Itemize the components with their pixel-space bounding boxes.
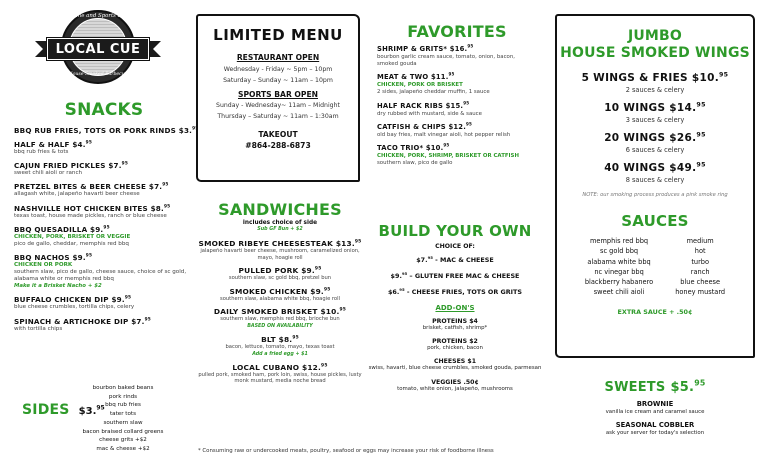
menu-item	[196, 307, 364, 330]
side-item: bbq rub fries	[105, 402, 141, 409]
wing-description: 3 sauces & celery	[625, 116, 685, 124]
favorites-list	[377, 45, 537, 167]
item-description: bacon, lettuce, tomato, mayo, texas toast	[225, 343, 335, 350]
logo-top-text: Game and Sports Bar	[68, 13, 128, 19]
sweets-list	[555, 400, 755, 436]
side-item: pork rinds	[108, 393, 138, 400]
wing-name: 10 WINGS $14.95	[604, 101, 706, 114]
menu-item	[14, 126, 199, 135]
menu-item	[196, 266, 364, 282]
dessert-item	[555, 421, 755, 436]
side-item: southern slaw	[103, 419, 143, 426]
price: $8.95	[278, 334, 299, 344]
takeout-phone[interactable]: #864-288-6873	[245, 141, 311, 150]
addon-description: pork, chicken, bacon	[427, 345, 483, 352]
logo-bottom-text: House-Smoked Barbecue	[68, 72, 128, 77]
item-description: southern slaw, pico de gallo, cheese sauce, choice of sc gold, alabama white or memphis red bbq	[14, 269, 187, 283]
item-description: 2 sides, jalapeño cheddar muffin, 1 sauce	[377, 89, 490, 96]
item-options: CHICKEN OR PORK	[14, 262, 73, 269]
item-name: HALF & HALF $4.95	[14, 140, 93, 149]
addon-name: PROTEINS $2	[432, 338, 478, 346]
item-description: southern slaw, sc gold bbq, pretzel bun	[228, 275, 332, 282]
item-description: sweet chili aioli or ranch	[14, 170, 83, 177]
addon-description: swiss, havarti, blue cheese crumbles, smoked gouda, parmesan	[368, 365, 542, 372]
side-item: cheese grits +$2	[99, 437, 147, 444]
sauce-item: medium	[686, 237, 714, 245]
item-description: allagash white, jalapeño havarti beer cheese	[14, 191, 140, 198]
menu-item	[14, 295, 194, 311]
item-note: BASED ON AVAILABILITY	[247, 323, 313, 329]
item-description: pico de gallo, cheddar, memphis red bbq	[14, 240, 129, 247]
sauce-item: blackberry habanero	[584, 278, 654, 287]
sides-price: $3.95	[78, 404, 105, 417]
hours-line: Thursday – Saturday ~ 11am – 1:30am	[217, 113, 339, 120]
menu-item	[377, 102, 537, 118]
item-options: CHICKEN, PORK, BRISKET OR VEGGIE	[14, 233, 131, 240]
price: $10.95	[691, 71, 729, 84]
wing-item	[557, 132, 753, 154]
item-name: NASHVILLE HOT CHICKEN BITES $8.95	[14, 203, 171, 213]
price: $15.95	[445, 100, 470, 110]
limited-menu-title: LIMITED MENU	[213, 26, 343, 44]
wing-item	[557, 102, 753, 124]
addon-item	[365, 338, 545, 352]
sandwiches-gf-note: Sub GF Bun + $2	[257, 227, 303, 232]
sauce-item: honey mustard	[675, 288, 726, 297]
wings-title-line2: HOUSE SMOKED WINGS	[560, 45, 750, 61]
wing-name: 5 WINGS & FRIES $10.95	[581, 71, 729, 84]
dessert-name: SEASONAL COBBLER	[615, 421, 695, 429]
takeout-label: TAKEOUT	[258, 130, 298, 139]
restaurant-open-heading: RESTAURANT OPEN	[236, 53, 320, 62]
byo-base-option: $6.95 - CHEESE FRIES, TOTS OR GRITS	[387, 286, 523, 296]
hours-line: Sunday - Wednesday~ 11am – Midnight	[216, 102, 340, 109]
wing-description: 6 sauces & celery	[625, 146, 685, 154]
menu-item	[14, 161, 194, 177]
menu-item	[377, 123, 537, 139]
item-description: blue cheese crumbles, tortilla chips, celery	[14, 304, 135, 311]
item-name: BBQ RUB FRIES, TOTS OR PORK RINDS $3.95	[14, 126, 199, 135]
price: $10.95	[320, 307, 347, 317]
sauce-item: memphis red bbq	[590, 237, 649, 245]
price: $9.95	[111, 295, 132, 305]
item-description: southern slaw, alabama white bbq, hoagie roll	[220, 295, 340, 302]
menu-item	[14, 182, 194, 198]
sports-bar-open-heading: SPORTS BAR OPEN	[237, 90, 318, 99]
wings-list	[557, 72, 753, 184]
item-description: southern slaw, pico de gallo	[377, 160, 453, 167]
item-description: old bay fries, malt vinegar aioli, hot pepper relish	[377, 131, 511, 138]
sandwiches-subtitle: includes choice of side	[242, 220, 318, 226]
menu-item	[196, 239, 364, 261]
wing-item	[557, 72, 753, 94]
price: $11.95	[430, 72, 455, 82]
sauce-item: alabama white bbq	[587, 257, 651, 266]
item-options: CHICKEN, PORK OR BRISKET	[377, 82, 463, 89]
item-name: SHRIMP & GRITS* $16.95	[377, 43, 474, 53]
limited-menu-box	[196, 14, 360, 182]
price: $7.95	[416, 254, 433, 264]
wings-box	[555, 14, 755, 358]
item-name: PULLED PORK $9.95	[238, 266, 322, 276]
wing-item	[557, 162, 753, 184]
price: $10.95	[425, 142, 450, 153]
addons-title: ADD-ON'S	[435, 304, 475, 312]
item-name: SPINACH & ARTICHOKE DIP $7.95	[14, 316, 151, 326]
item-description: texas toast, house made pickles, ranch or blue cheese	[14, 212, 167, 219]
disclaimer: * Consuming raw or undercooked meats, poultry, seafood or eggs may increase your risk of foodborne illness	[198, 448, 494, 454]
sauce-item: ranch	[690, 267, 710, 276]
price: $9.95	[301, 266, 322, 276]
menu-item	[14, 204, 194, 220]
addon-item	[365, 318, 545, 332]
item-description: with tortilla chips	[14, 325, 63, 332]
price: $13.95	[335, 239, 362, 248]
side-item: bacon braised collard greens	[82, 428, 164, 435]
sauces-right-column	[675, 236, 725, 298]
item-name: SMOKED CHICKEN $9.95	[229, 286, 331, 296]
price: $8.95	[150, 203, 171, 213]
menu-item	[14, 253, 194, 290]
sandwiches-section	[196, 200, 364, 390]
sandwich-list	[196, 239, 364, 385]
price: $7.95	[148, 182, 169, 192]
item-description: bourbon garlic cream sauce, tomato, onion, bacon, smoked gouda	[377, 54, 515, 68]
item-description: bbq rub fries & tots	[14, 149, 69, 155]
menu-item	[14, 140, 194, 156]
wing-description: 2 sauces & celery	[625, 86, 685, 94]
dessert-description: ask your server for today's selection	[605, 430, 705, 436]
addon-name: VEGGIES .50¢	[431, 378, 479, 386]
menu-item	[14, 317, 194, 333]
sandwiches-title: SANDWICHES	[218, 200, 342, 219]
snacks-list	[14, 126, 199, 333]
favorites-section	[377, 22, 537, 172]
sides-title: SIDES	[22, 402, 70, 418]
item-description: southern slaw, memphis red bbq, brioche bun	[220, 316, 340, 323]
item-name: BUFFALO CHICKEN DIP $9.95	[14, 295, 132, 305]
side-item: mac & cheese +$2	[96, 445, 150, 452]
sauces-left-column	[585, 236, 653, 298]
byo-bases	[365, 256, 545, 296]
hours-line: Wednesday - Friday ~ 5pm – 10pm	[223, 66, 333, 73]
side-item: bourbon baked beans	[92, 385, 154, 391]
sweets-price: $5.95	[670, 378, 706, 395]
byo-base-option: $7.95 - MAC & CHEESE	[416, 254, 494, 264]
price: $7.95	[108, 161, 129, 171]
price: $6.95	[387, 286, 405, 296]
menu-item	[196, 287, 364, 303]
price: $9.95	[90, 224, 110, 234]
logo	[33, 8, 163, 94]
item-description: jalapeño havarti beer cheese, mushroom, caramelized onion, mayo, hoagie roll	[200, 248, 360, 261]
sweets-title: SWEETS	[604, 380, 666, 395]
item-name: MEAT & TWO $11.95	[377, 72, 455, 82]
price: $12.95	[448, 121, 473, 131]
wing-description: 8 sauces & celery	[625, 176, 685, 184]
snacks-title: SNACKS	[64, 100, 144, 120]
price: $4.95	[72, 140, 93, 149]
sauce-item: sc gold bbq	[600, 247, 639, 256]
menu-item	[377, 45, 537, 68]
wings-note: NOTE: our smoking process produces a pink smoke ring	[582, 192, 728, 198]
item-name: BLT $8.95	[261, 334, 299, 344]
menu-item	[14, 225, 194, 248]
price: $7.95	[131, 316, 151, 326]
extra-sauce: EXTRA SAUCE + .50¢	[617, 307, 693, 316]
price: $14.95	[669, 101, 706, 114]
price: $9.95	[390, 270, 408, 280]
item-description: dry rubbed with mustard, side & sauce	[377, 110, 482, 117]
logo-ribbon-right	[147, 41, 161, 57]
sweets-heading	[555, 376, 755, 395]
sauce-item: turbo	[691, 257, 710, 266]
build-your-own-title: BUILD YOUR OWN	[378, 222, 532, 240]
menu-item	[377, 73, 537, 96]
sweets-section	[555, 376, 755, 442]
item-name: HALF RACK RIBS $15.95	[377, 100, 470, 110]
logo-name: LOCAL CUE	[47, 38, 149, 60]
addon-name: CHEESES $1	[433, 358, 477, 366]
sides-list	[78, 384, 168, 454]
addon-item	[365, 379, 545, 393]
item-name: BBQ NACHOS $9.95	[14, 253, 93, 263]
dessert-item	[555, 400, 755, 415]
item-note: Make it a Brisket Nacho + $2	[14, 283, 102, 290]
item-description: pulled pork, smoked ham, pork loin, swiss, house pickles, lusty monk mustard, media noche bread	[198, 371, 362, 385]
addon-item	[365, 358, 545, 372]
item-note: Add a fried egg + $1	[252, 351, 308, 357]
sauce-item: blue cheese	[680, 278, 721, 287]
menu-item	[196, 335, 364, 358]
sauce-item: sweet chili aioli	[593, 288, 645, 297]
dessert-name: BROWNIE	[636, 400, 674, 408]
addon-name: PROTEINS $4	[432, 318, 478, 325]
byo-addons	[365, 318, 545, 393]
price: $3.95	[178, 126, 199, 135]
wing-name: 20 WINGS $26.95	[604, 131, 706, 144]
item-name: CAJUN FRIED PICKLES $7.95	[14, 161, 129, 171]
price: $26.95	[669, 131, 706, 144]
dessert-description: vanilla ice cream and caramel sauce	[605, 409, 705, 415]
item-name: SMOKED RIBEYE CHEESESTEAK $13.95	[198, 239, 362, 248]
price: $49.95	[669, 161, 706, 174]
item-name: LOCAL CUBANO $12.95	[232, 362, 328, 372]
item-name: DAILY SMOKED BRISKET $10.95	[213, 307, 347, 317]
wing-name: 40 WINGS $49.95	[604, 161, 706, 174]
restaurant-hours	[198, 64, 358, 86]
item-options: CHICKEN, PORK, SHRIMP, BRISKET OR CATFISH	[377, 153, 519, 160]
item-name: CATFISH & CHIPS $12.95	[377, 121, 473, 131]
price: $16.95	[449, 43, 474, 53]
sauces-columns	[557, 236, 753, 298]
price: $12.95	[301, 362, 328, 372]
build-your-own-section	[365, 222, 545, 399]
hours-line: Saturday – Sunday ~ 11am – 10pm	[223, 77, 333, 84]
item-name: BBQ QUESADILLA $9.95	[14, 224, 110, 234]
wings-title-line1: JUMBO	[627, 28, 683, 44]
addon-description: brisket, catfish, shrimp*	[422, 325, 488, 331]
favorites-title: FAVORITES	[407, 22, 507, 41]
choice-of-label: CHOICE OF:	[435, 243, 475, 250]
menu-item	[196, 363, 364, 385]
sauces-title: SAUCES	[621, 212, 689, 230]
side-item: tater tots	[109, 411, 137, 418]
price: $9.95	[72, 253, 93, 263]
item-name: PRETZEL BITES & BEER CHEESE $7.95	[14, 182, 169, 192]
item-name: TACO TRIO* $10.95	[377, 142, 450, 153]
sauce-item: nc vinegar bbq	[594, 267, 644, 276]
menu-item	[377, 144, 537, 167]
addon-description: tomato, white onion, jalapeño, mushrooms	[397, 385, 513, 392]
sauce-item: hot	[694, 247, 706, 256]
price: $9.95	[310, 286, 331, 296]
byo-base-option: $9.95 – GLUTEN FREE MAC & CHEESE	[390, 270, 520, 280]
snacks-section	[14, 100, 199, 338]
sports-bar-hours	[198, 100, 358, 122]
